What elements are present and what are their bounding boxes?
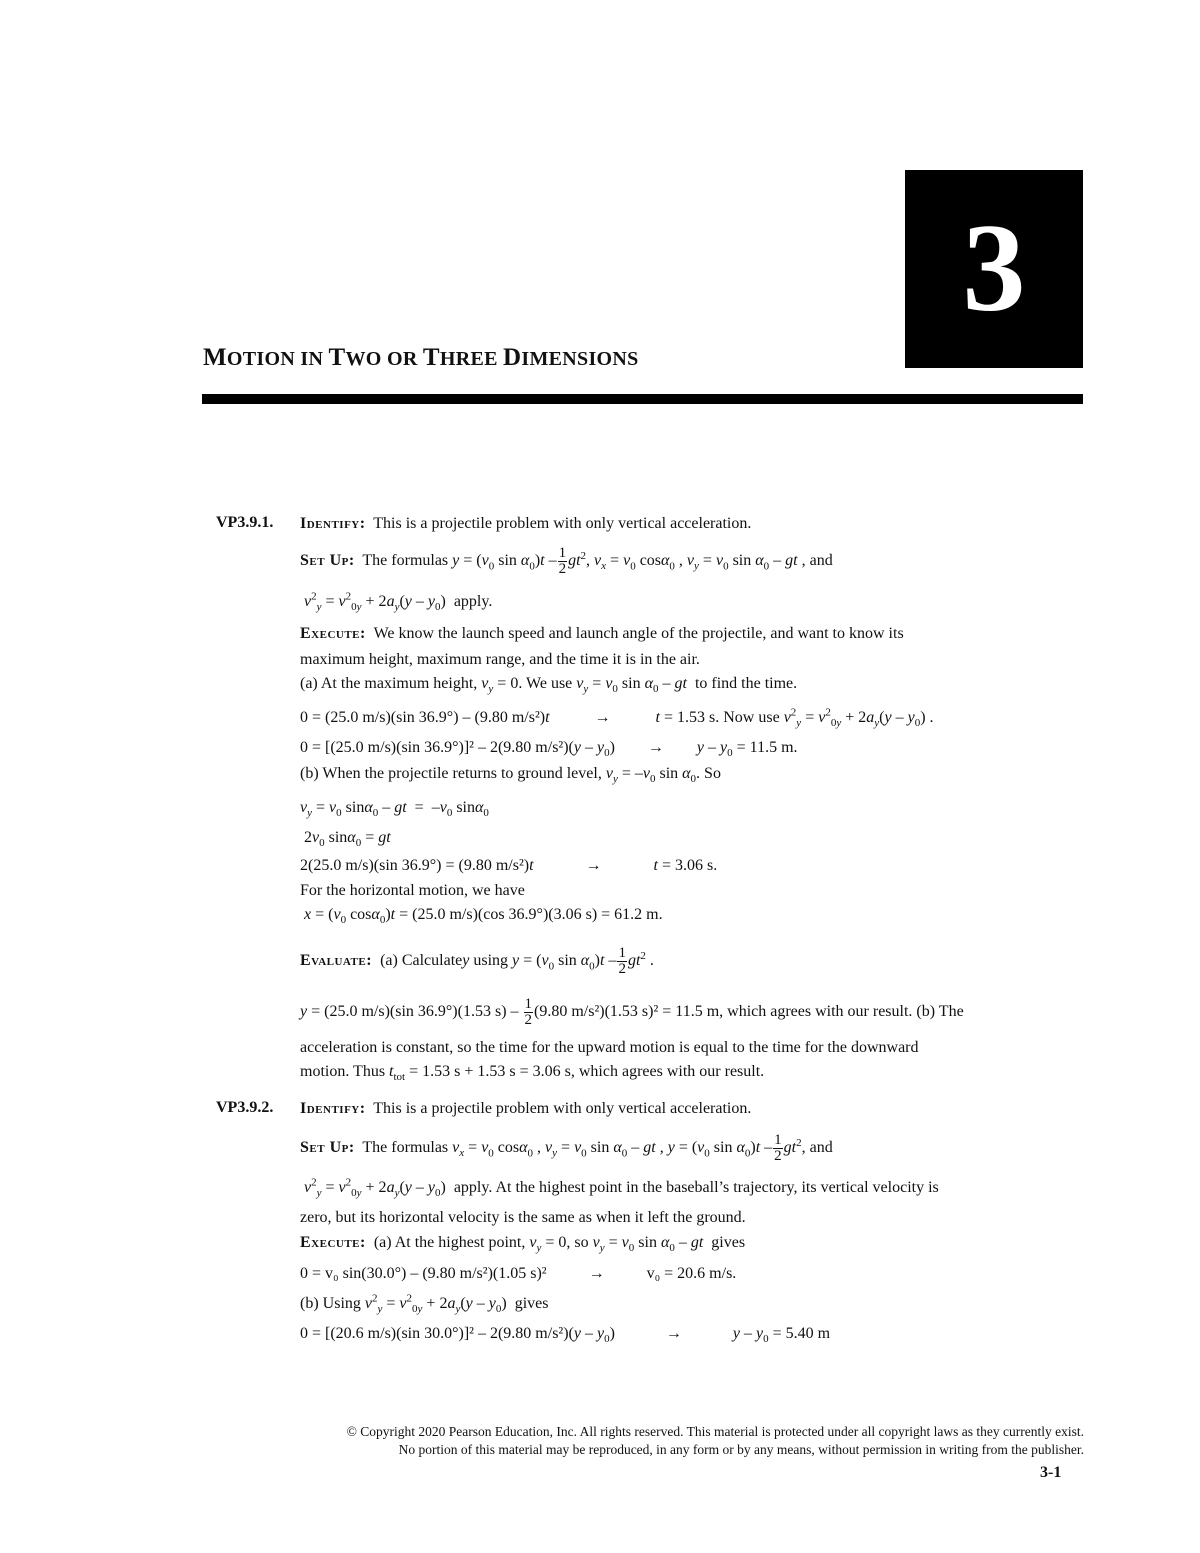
evaluate-line-3: motion. Thus $t_{tot} = 1.53$ s + 1.53 s = 3.06 s, which agrees with our result. xyxy=(300,1063,765,1084)
title-rule xyxy=(202,394,1083,404)
height-equation: 0 = [(20.6 m/s)(sin 30.0°)]² – 2(9.80 $m/s^2)(y - y_0) \to y - y_0 = 5.40$ m xyxy=(300,1325,831,1346)
vy-equation: $v_y = v_0$ sinα$_0$ – gt = $-v_0$ sinα$_0$ xyxy=(300,799,489,820)
part-b-line: (b) Using $v^2_y = v^2_{0y} + 2a_y(y - y_0)$ gives xyxy=(300,1292,549,1316)
setup-line-3: zero, but its horizontal velocity is the same as when it left the ground. xyxy=(300,1209,746,1226)
execute-line-2: maximum height, maximum range, and the time it is in the air. xyxy=(300,651,700,668)
identify-line: Identify: This is a projectile problem with only vertical acceleration. xyxy=(300,515,752,532)
problem-number: VP3.9.2. xyxy=(216,1099,274,1116)
part-a-line: (a) At the maximum height, $v_y = 0$. We use $v_y = v_0$ $\sin \alpha_0$ – gt to find the time. xyxy=(300,675,798,696)
time2-equation: 2(25.0 m/s)(sin 36.9°) = (9.80 m/s²)t → t = 3.06 s. xyxy=(300,857,718,874)
problem-number: VP3.9.1. xyxy=(216,514,274,531)
gt-equation: $2v_0$ sinα$_0$ = gt xyxy=(304,829,391,850)
time-equation: 0 = (25.0 m/s)(sin 36.9°) – (9.80 m/s²)t → t = 1.53 s. Now use $v^2_y = v^2_{0y} + 2a_y(y - y_0)$ . xyxy=(300,706,934,730)
execute-line: Execute: (a) At the highest point, $v_y = 0$, so $v_y = v_0$ $\sin \alpha_0$ – gt gives xyxy=(300,1234,746,1255)
copyright-line-2: No portion of this material may be reproduced, in any form or by any means, without permission in writing from the publisher. xyxy=(398,1442,1084,1457)
chapter-number-box xyxy=(905,170,1083,368)
setup-line: Set Up: The formulas $y = (v_0$ $\sin \alpha_0)t$ – $\frac{1}{2}$ $gt^2$, $v_x = v_0$ cosα$_0$ , $v_y = v_0$ $\sin \alpha_0$ – gt , and xyxy=(300,545,833,577)
execute-line: Execute: We know the launch speed and launch angle of the projectile, and want to know its xyxy=(300,625,904,642)
horizontal-intro: For the horizontal motion, we have xyxy=(300,882,525,899)
chapter-title: MOTION IN TWO OR THREE DIMENSIONS xyxy=(203,344,639,371)
evaluate-line-2: acceleration is constant, so the time for the upward motion is equal to the time for the downward xyxy=(300,1039,919,1056)
v0-equation: 0 = v₀ sin(30.0°) – (9.80 m/s²)(1.05 s)² → v₀ = 20.6 m/s. xyxy=(300,1265,737,1282)
evaluate-equation: y = (25.0 m/s)(sin 36.9°)(1.53 s) – $\frac{1}{2}$ (9.80 m/s²)(1.53 s)² = 11.5 m, which agrees with our result. (b) The xyxy=(300,996,964,1028)
identify-line: Identify: This is a projectile problem with only vertical acceleration. xyxy=(300,1100,752,1117)
evaluate-line: Evaluate: (a) Calculatey using $y = (v_0$ $\sin \alpha_0)t$ – $\frac{1}{2}$ $gt^2$ . xyxy=(300,945,654,977)
chapter-number: 3 xyxy=(962,199,1026,338)
setup-line-2: $v^2_y = v^2_{0y} + 2a_y(y - y_0)$ apply. At the highest point in the baseball’s trajectory, its vertical velocity is xyxy=(304,1176,939,1200)
setup-line: Set Up: The formulas $v_x = v_0$ cosα$_0$ , $v_y = v_0$ $\sin \alpha_0$ – gt , $y = (v_0$ $\sin \alpha_0)t$ – $\frac{1}{2}$ $gt^2$, and xyxy=(300,1132,833,1164)
height-equation: 0 = [(25.0 m/s)(sin 36.9°)]² – 2(9.80 $m/s^2)(y - y_0) \to y - y_0 = 11.5$ m. xyxy=(300,739,798,760)
copyright-line: © Copyright 2020 Pearson Education, Inc. All rights reserved. This material is protected under all copyright laws as they currently exist. xyxy=(346,1424,1084,1439)
page-number: 3-1 xyxy=(1040,1464,1062,1481)
setup-line-2: $v^2_y = v^2_{0y} + 2a_y(y - y_0)$ apply. xyxy=(304,590,493,614)
part-b-line: (b) When the projectile returns to ground level, $v_y = -v_0$ $\sin \alpha_0$. So xyxy=(300,765,721,786)
range-equation: $x = (v_0$ cosα$_0$)t = (25.0 m/s)(cos 36.9°)(3.06 s) = 61.2 m. xyxy=(304,906,663,927)
